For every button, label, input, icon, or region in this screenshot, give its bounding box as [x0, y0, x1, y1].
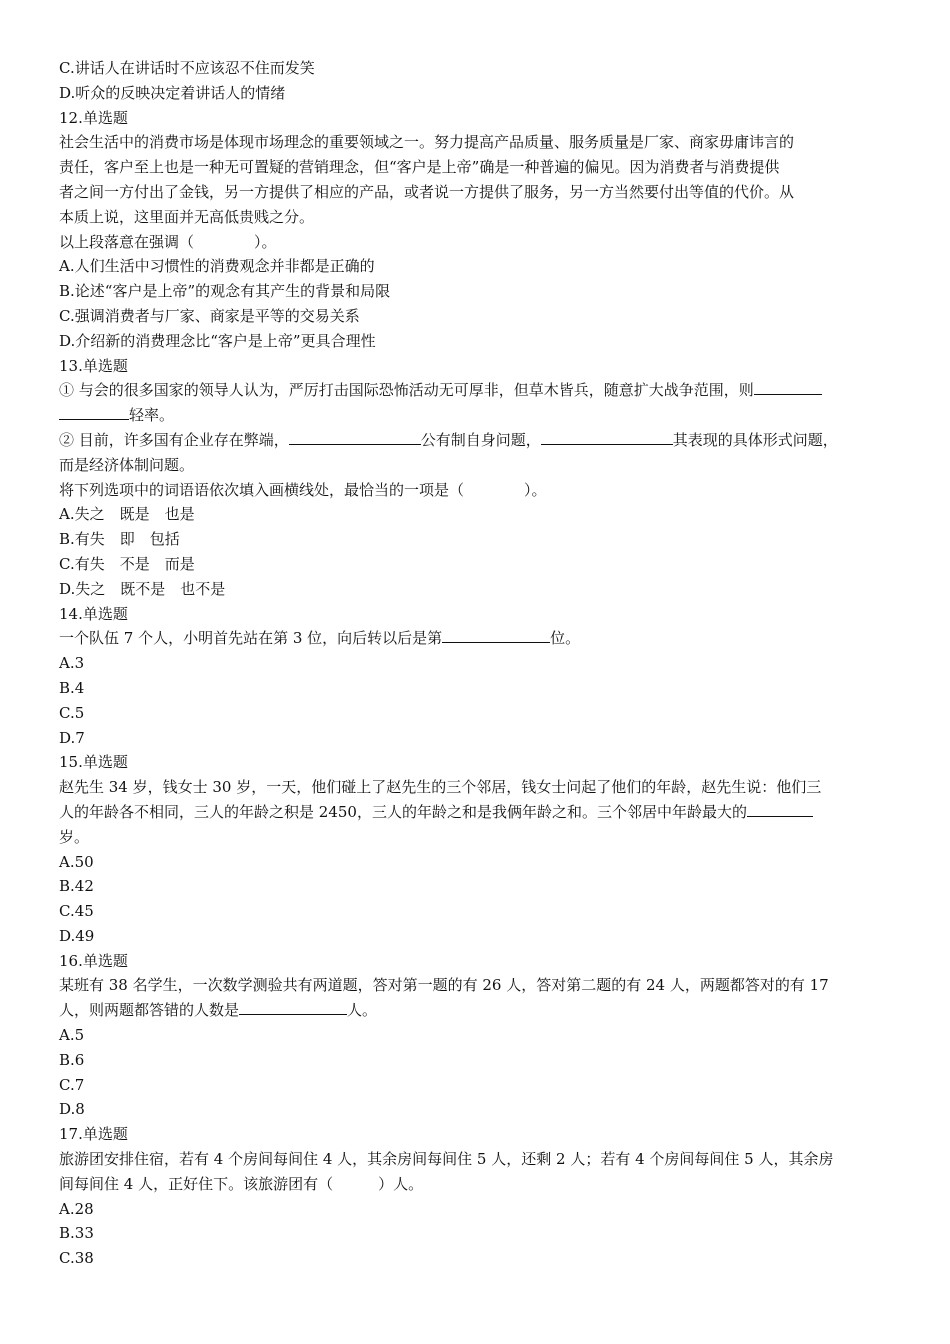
q11-option-d: D.听众的反映决定着讲话人的情绪 [59, 83, 286, 102]
q17-header: 17.单选题 [59, 1125, 128, 1144]
q12-option-a: A.人们生活中习惯性的消费观念并非都是正确的 [59, 257, 375, 276]
fill-blank [59, 403, 129, 420]
q16-option-d: D.8 [59, 1100, 85, 1119]
q13-s2-text: 公有制自身问题， [420, 430, 541, 449]
q16-option-a: A.5 [59, 1026, 85, 1045]
q17-option-c: C.38 [59, 1249, 94, 1268]
q14-stem-text: 位。 [550, 629, 581, 648]
q15-option-a: A.50 [59, 852, 94, 871]
q14-stem-text: 一个队伍 7 个人，小明首先站在第 3 位，向后转以后是第 [59, 629, 443, 648]
q11-option-c: C.讲话人在讲话时不应该忍不住而发笑 [59, 59, 315, 77]
q14-header: 14.单选题 [59, 604, 128, 623]
q12-option-b: B.论述“客户是上帝”的观念有其产生的背景和局限 [59, 282, 391, 301]
q15-stem-line: 岁。 [59, 827, 90, 846]
q15-option-c: C.45 [59, 902, 94, 921]
q14-option-a: A.3 [59, 654, 85, 673]
q16-stem-line [59, 998, 898, 1023]
q14-option-c: C.5 [59, 703, 85, 722]
q12-header: 12.单选题 [59, 108, 128, 127]
q17-option-a: A.28 [59, 1199, 94, 1218]
q12-passage-line: 者之间一方付出了金钱，另一方提供了相应的产品，或者说一方提供了服务，另一方当然要付出等值的代价。从 [59, 182, 795, 201]
q12-passage-line: 责任，客户至上也是一种无可置疑的营销理念，但“客户是上帝”确是一种普遍的偏见。因为消费者与消费提供 [59, 158, 780, 177]
fill-blank [239, 998, 347, 1015]
q15-stem-line [59, 800, 898, 825]
q16-header: 16.单选题 [59, 951, 128, 970]
fill-blank [289, 428, 421, 445]
q16-stem-line: 某班有 38 名学生，一次数学测验共有两道题，答对第一题的有 26 人，答对第二题的有 24 人，两题都答对的有 17 [59, 976, 829, 995]
q12-question: 以上段落意在强调（ ）。 [59, 232, 277, 251]
q13-option-b: B.有失 即 包括 [59, 530, 180, 549]
q15-option-d: D.49 [59, 926, 95, 945]
q12-option-c: C.强调消费者与厂家、商家是平等的交易关系 [59, 306, 360, 325]
q13-option-c: C.有失 不是 而是 [59, 554, 195, 573]
q15-header: 15.单选题 [59, 753, 128, 772]
q17-stem-line: 间每间住 4 人，正好住下。该旅游团有（ ）人。 [59, 1174, 424, 1193]
q13-question: 将下列选项中的词语语依次填入画横线处，最恰当的一项是（ ）。 [59, 480, 547, 499]
fill-blank [442, 626, 550, 643]
q13-s2-text: 其表现的具体形式问题， [672, 430, 838, 449]
fill-blank [541, 428, 673, 445]
q13-sentence-2-cont: 而是经济体制问题。 [59, 455, 195, 474]
q12-option-d: D.介绍新的消费理念比“客户是上帝”更具合理性 [59, 331, 376, 350]
q17-option-b: B.33 [59, 1224, 94, 1243]
q13-header: 13.单选题 [59, 356, 128, 375]
q13-sentence-1 [59, 378, 898, 403]
q14-stem [59, 626, 898, 651]
q16-option-c: C.7 [59, 1075, 85, 1094]
q13-sentence-1-cont [59, 403, 898, 428]
q13-sentence-2 [59, 428, 898, 453]
q15-stem-text: 人的年龄各不相同，三人的年龄之积是 2450，三人的年龄之和是我俩年龄之和。三个邻居中年龄最大的 [59, 802, 747, 821]
q12-passage-line: 社会生活中的消费市场是体现市场理念的重要领域之一。努力提高产品质量、服务质量是厂家、商家毋庸讳言的 [59, 133, 795, 152]
q16-stem-text: 人。 [347, 1001, 378, 1020]
q15-stem-line: 赵先生 34 岁，钱女士 30 岁，一天，他们碰上了赵先生的三个邻居，钱女士问起了他们的年龄，赵先生说：他们三 [59, 778, 822, 797]
q15-option-b: B.42 [59, 877, 94, 896]
q12-passage-line: 本质上说，这里面并无高低贵贱之分。 [59, 207, 315, 226]
q17-stem-line: 旅游团安排住宿，若有 4 个房间每间住 4 人，其余房间每间住 5 人，还剩 2 人；若有 4 个房间每间住 5 人，其余房 [59, 1150, 834, 1169]
q13-option-a: A.失之 既是 也是 [59, 505, 195, 524]
q14-option-b: B.4 [59, 678, 85, 697]
q13-s2-text: ② 目前，许多国有企业存在弊端， [59, 430, 289, 449]
q13-s1-text: 轻率。 [129, 406, 175, 425]
q16-stem-text: 人，则两题都答错的人数是 [59, 1001, 240, 1020]
q13-option-d: D.失之 既不是 也不是 [59, 579, 226, 598]
fill-blank [754, 378, 822, 395]
fill-blank [747, 800, 813, 817]
q13-s1-text: ① 与会的很多国家的领导人认为，严厉打击国际恐怖活动无可厚非，但草木皆兵，随意扩大战争范围，则 [59, 381, 754, 400]
q16-option-b: B.6 [59, 1050, 85, 1069]
q14-option-d: D.7 [59, 728, 85, 747]
